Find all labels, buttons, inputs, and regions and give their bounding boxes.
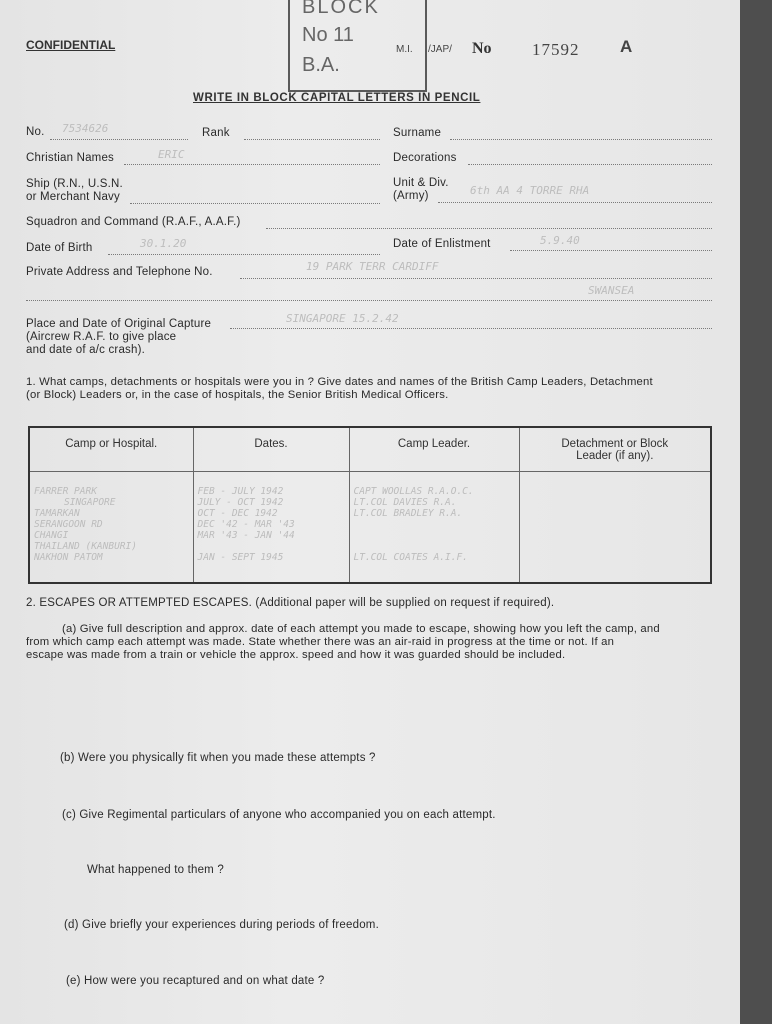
address-value-1: 19 PARK TERR CARDIFF (306, 260, 439, 273)
enlistment-label: Date of Enlistment (393, 238, 491, 250)
camps-table-header-row (29, 427, 711, 471)
camps-table (28, 426, 712, 584)
header-dates: Dates. (193, 427, 349, 471)
camps-column (29, 471, 193, 583)
question-2a-line-3: escape was made from a train or vehicle the approx. speed and how it was guarded should be included. (26, 649, 566, 661)
christian-names-value: ERIC (158, 148, 185, 161)
leader-entry (354, 519, 515, 530)
rank-label: Rank (202, 127, 230, 139)
stamp-line-2: No 11 (302, 24, 354, 46)
surname-line (450, 139, 712, 140)
unit-label-2: (Army) (393, 190, 429, 202)
camp-entry: SINGAPORE (64, 496, 116, 508)
leader-entry: CAPT WOOLLAS R.A.O.C. (353, 485, 474, 497)
ship-label-1: Ship (R.N., U.S.N. (26, 178, 123, 190)
address-label: Private Address and Telephone No. (26, 266, 213, 278)
camp-entry: FARRER PARK (34, 485, 97, 497)
ship-label-2: or Merchant Navy (26, 191, 120, 203)
question-2c-sub: What happened to them ? (87, 864, 224, 876)
dates-column (193, 471, 349, 583)
leaders-column (349, 471, 519, 583)
leader-entry: LT.COL BRADLEY R.A. (353, 507, 463, 519)
serial-letter: A (620, 37, 633, 56)
date-entry: JULY - OCT 1942 (197, 496, 284, 508)
squadron-label: Squadron and Command (R.A.F., A.A.F.) (26, 216, 241, 228)
unit-label-1: Unit & Div. (393, 177, 449, 189)
detachment-column (519, 471, 711, 583)
unit-line (438, 202, 712, 203)
decorations-line (468, 164, 712, 165)
capture-label-1: Place and Date of Original Capture (26, 318, 212, 330)
address-line-2 (26, 300, 712, 301)
capture-value: SINGAPORE 15.2.42 (286, 312, 399, 325)
christian-names-line (124, 164, 380, 165)
header-camp-leader: Camp Leader. (349, 427, 519, 471)
question-2a-line-2: from which camp each attempt was made. State whether there was an air-raid in progress at the time or not. If an (26, 636, 615, 648)
camps-table-body-row (29, 471, 711, 583)
question-2d: (d) Give briefly your experiences during periods of freedom. (64, 919, 379, 931)
date-entry: FEB - JULY 1942 (197, 485, 284, 497)
dob-line (108, 254, 380, 255)
leader-entry: LT.COL DAVIES R.A. (353, 496, 457, 508)
serial-number: 17592 (532, 40, 580, 59)
camp-entry: NAKHON PATOM (34, 551, 103, 563)
no-line (50, 139, 188, 140)
address-line-1 (240, 278, 712, 279)
enlistment-line (510, 250, 712, 251)
question-1-line-2: (or Block) Leaders or, in the case of hospitals, the Senior British Medical Officers. (26, 389, 449, 401)
instruction-heading: WRITE IN BLOCK CAPITAL LETTERS IN PENCIL (193, 92, 481, 104)
question-2c: (c) Give Regimental particulars of anyone who accompanied you on each attempt. (62, 809, 496, 821)
dob-label: Date of Birth (26, 242, 93, 254)
mi-reference-prefix: M.I. (396, 44, 413, 55)
mi-reference-suffix: /JAP/ (428, 44, 452, 55)
question-2b: (b) Were you physically fit when you made these attempts ? (60, 752, 376, 764)
question-2e: (e) How were you recaptured and on what date ? (66, 975, 325, 987)
capture-line (230, 328, 712, 329)
date-entry: MAR '43 - JAN '44 (197, 529, 295, 541)
decorations-label: Decorations (393, 152, 457, 164)
capture-label-2: (Aircrew R.A.F. to give place (26, 331, 177, 343)
rank-line (244, 139, 380, 140)
enlistment-value: 5.9.40 (540, 234, 580, 247)
camp-entry: SERANGOON RD (34, 518, 103, 530)
header-camp: Camp or Hospital. (29, 427, 193, 471)
no-label: No. (26, 126, 45, 138)
date-entry: OCT - DEC 1942 (197, 507, 278, 519)
capture-label-3: and date of a/c crash). (26, 344, 146, 356)
leader-entry (354, 530, 515, 541)
date-entry: DEC '42 - MAR '43 (197, 518, 295, 530)
address-value-2: SWANSEA (588, 284, 635, 297)
dob-value: 30.1.20 (140, 237, 187, 250)
leader-entry: LT.COL COATES A.I.F. (353, 551, 468, 563)
date-entry: JAN - SEPT 1945 (197, 551, 284, 563)
ship-line (130, 203, 380, 204)
surname-label: Surname (393, 127, 442, 139)
number-label: No (472, 40, 492, 57)
no-value: 7534626 (62, 122, 109, 135)
camp-entry: TAMARKAN (34, 507, 80, 519)
question-1-line-1: 1. What camps, detachments or hospitals were you in ? Give dates and names of the British Camp Leaders, Detachment (26, 376, 653, 388)
confidential-marking: CONFIDENTIAL (26, 38, 116, 52)
question-2a-line-1: (a) Give full description and approx. date of each attempt you made to escape, showing how you left the camp, and (62, 623, 660, 635)
question-2-heading: 2. ESCAPES OR ATTEMPTED ESCAPES. (Additional paper will be supplied on request if required). (26, 597, 555, 609)
stamp-line-1: BLOCK (302, 0, 380, 18)
camp-entry: THAILAND (KANBURI) (34, 540, 137, 552)
christian-names-label: Christian Names (26, 152, 114, 164)
header-detachment-leader: Detachment or Block Leader (if any). (519, 427, 711, 471)
stamp-line-3: B.A. (302, 54, 340, 76)
camp-entry: CHANGI (34, 529, 69, 541)
unit-value: 6th AA 4 TORRE RHA (470, 184, 590, 197)
squadron-line (266, 228, 712, 229)
